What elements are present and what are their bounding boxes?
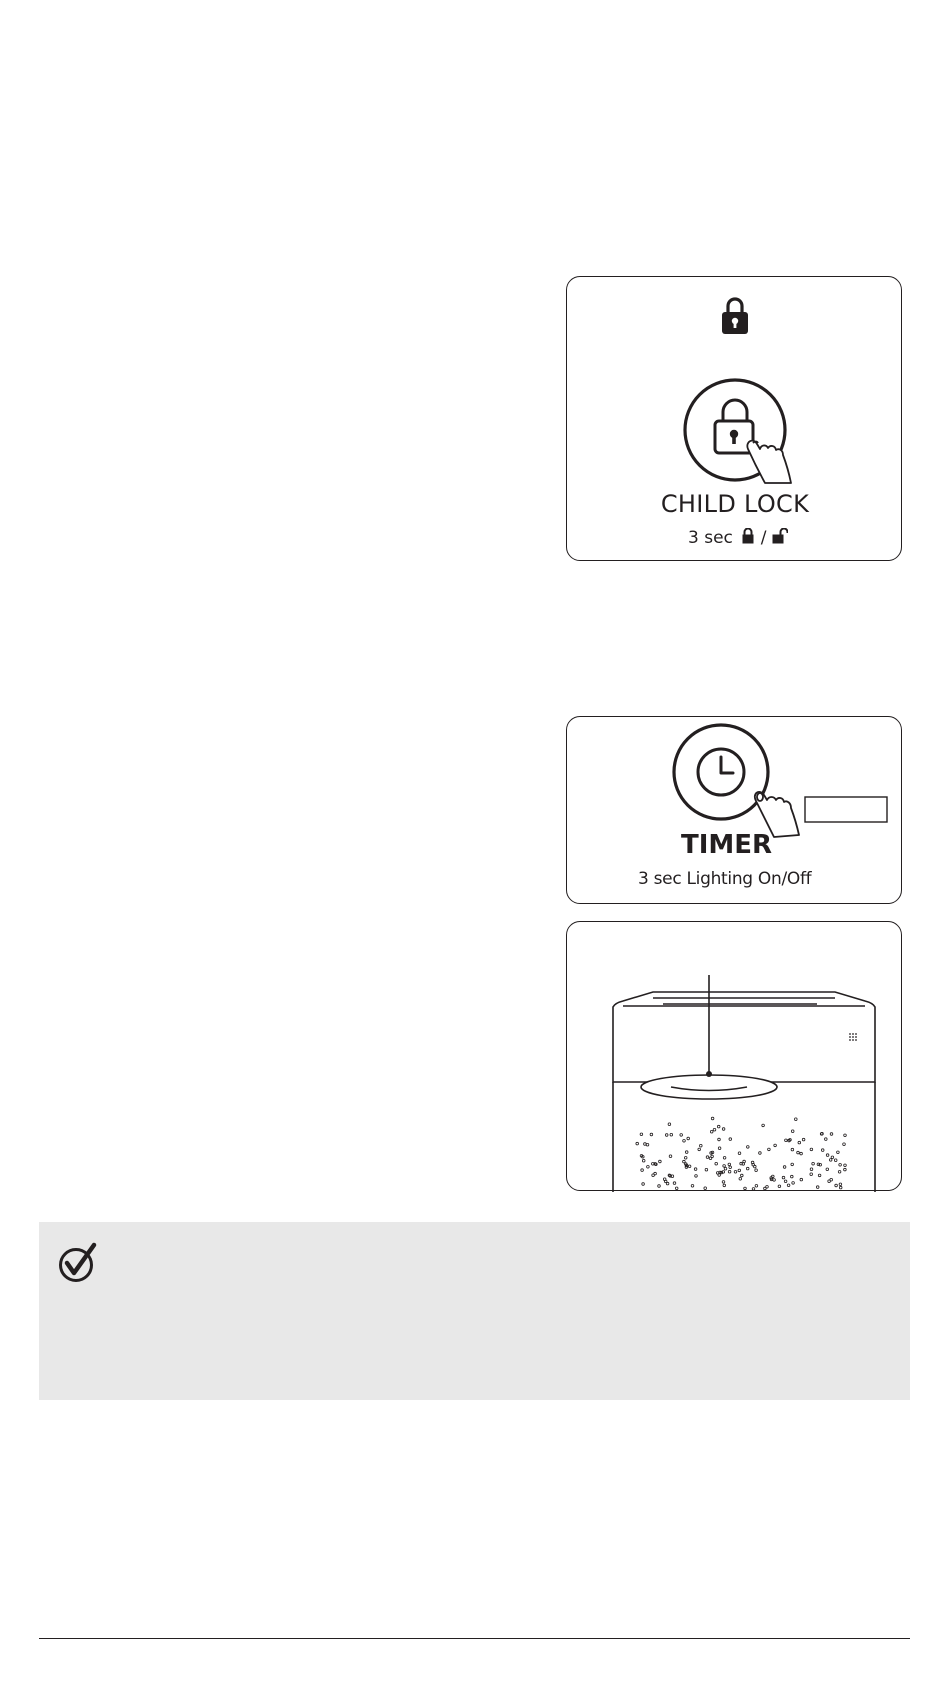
purifier-illustration xyxy=(567,922,903,1192)
footer-rule xyxy=(39,1638,910,1639)
locked-icon xyxy=(741,528,755,544)
checkmark-icon xyxy=(56,1241,100,1285)
light-ring xyxy=(641,1075,777,1099)
child-lock-panel xyxy=(566,276,902,561)
purifier-top xyxy=(613,992,875,1022)
unit-lighting-panel xyxy=(566,921,902,1191)
timer-panel xyxy=(566,716,902,904)
timer-clock-icon xyxy=(698,749,744,795)
unlocked-icon xyxy=(772,528,788,544)
child-lock-hint-duration: 3 sec xyxy=(688,528,733,548)
child-lock-hint xyxy=(688,528,788,548)
lock-indicator-icon xyxy=(722,299,748,334)
child-lock-hint-separator: / xyxy=(760,528,767,548)
air-inlet-pattern xyxy=(636,1117,846,1190)
light-pointer-dot xyxy=(706,1071,712,1077)
purifier-body-lower xyxy=(613,1082,875,1192)
timer-display-bar xyxy=(805,797,887,822)
note-box xyxy=(39,1222,910,1400)
timer-label: TIMER xyxy=(681,830,773,860)
corner-dots xyxy=(849,1033,857,1041)
child-lock-illustration xyxy=(567,277,903,562)
child-lock-label: CHILD LOCK xyxy=(660,490,810,518)
purifier-body-upper xyxy=(613,1022,875,1082)
timer-hint: 3 sec Lighting On/Off xyxy=(638,869,812,889)
